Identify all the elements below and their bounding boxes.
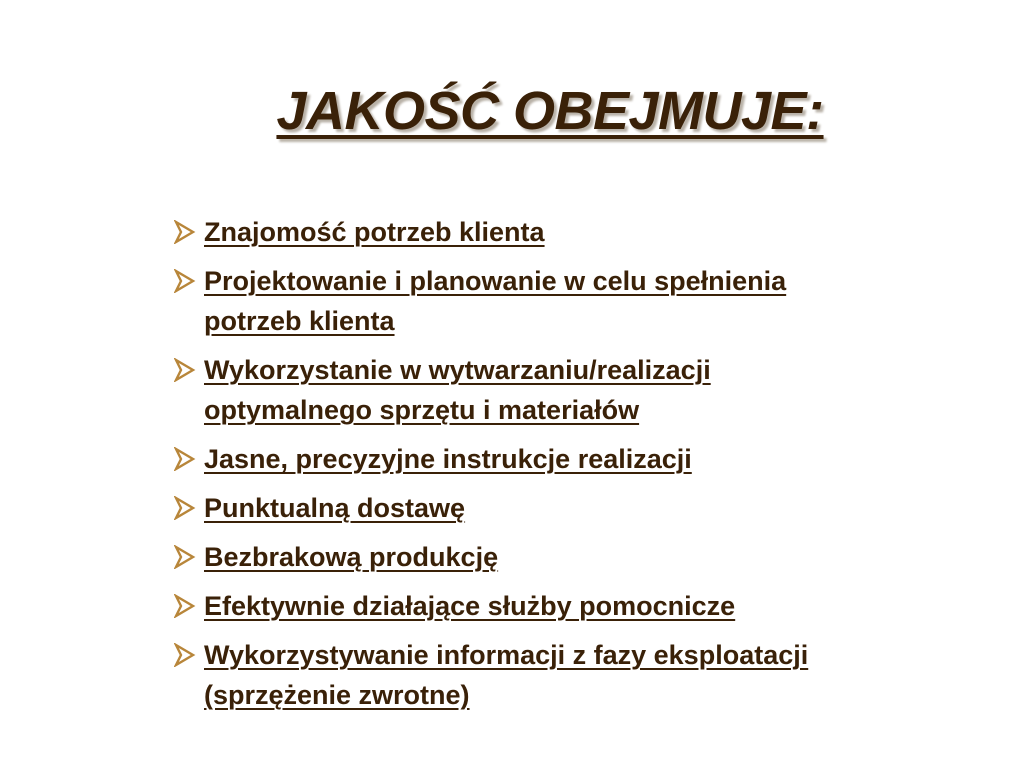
arrow-bullet-icon: [174, 586, 204, 626]
arrow-bullet-icon: [174, 350, 204, 390]
arrow-bullet-icon: [174, 635, 204, 675]
bullet-item: [174, 261, 994, 341]
bullet-text: Jasne, precyzyjne instrukcje realizacji: [204, 444, 692, 474]
arrow-bullet-icon: [174, 439, 204, 479]
bullet-item: [174, 586, 994, 626]
bullet-item: [174, 635, 994, 715]
bullet-text: Projektowanie i planowanie w celu spełnienia potrzeb klienta: [204, 266, 787, 336]
bullet-text: Znajomość potrzeb klienta: [204, 217, 545, 247]
arrow-bullet-icon: [174, 537, 204, 577]
bullet-list: [174, 212, 994, 724]
bullet-text: Bezbrakową produkcję: [204, 542, 499, 572]
bullet-item: [174, 212, 994, 252]
bullet-item: [174, 350, 994, 430]
bullet-item: [174, 439, 994, 479]
bullet-text: Wykorzystywanie informacji z fazy eksploatacji (sprzężenie zwrotne): [204, 640, 809, 710]
bullet-text: Wykorzystanie w wytwarzaniu/realizacji optymalnego sprzętu i materiałów: [204, 355, 711, 425]
arrow-bullet-icon: [174, 488, 204, 528]
slide-title: JAKOŚĆ OBEJMUJE:: [276, 81, 824, 141]
arrow-bullet-icon: [174, 212, 204, 252]
arrow-bullet-icon: [174, 261, 204, 301]
bullet-item: [174, 537, 994, 577]
bullet-item: [174, 488, 994, 528]
bullet-text: Efektywnie działające służby pomocnicze: [204, 591, 736, 621]
bullet-text: Punktualną dostawę: [204, 493, 466, 523]
